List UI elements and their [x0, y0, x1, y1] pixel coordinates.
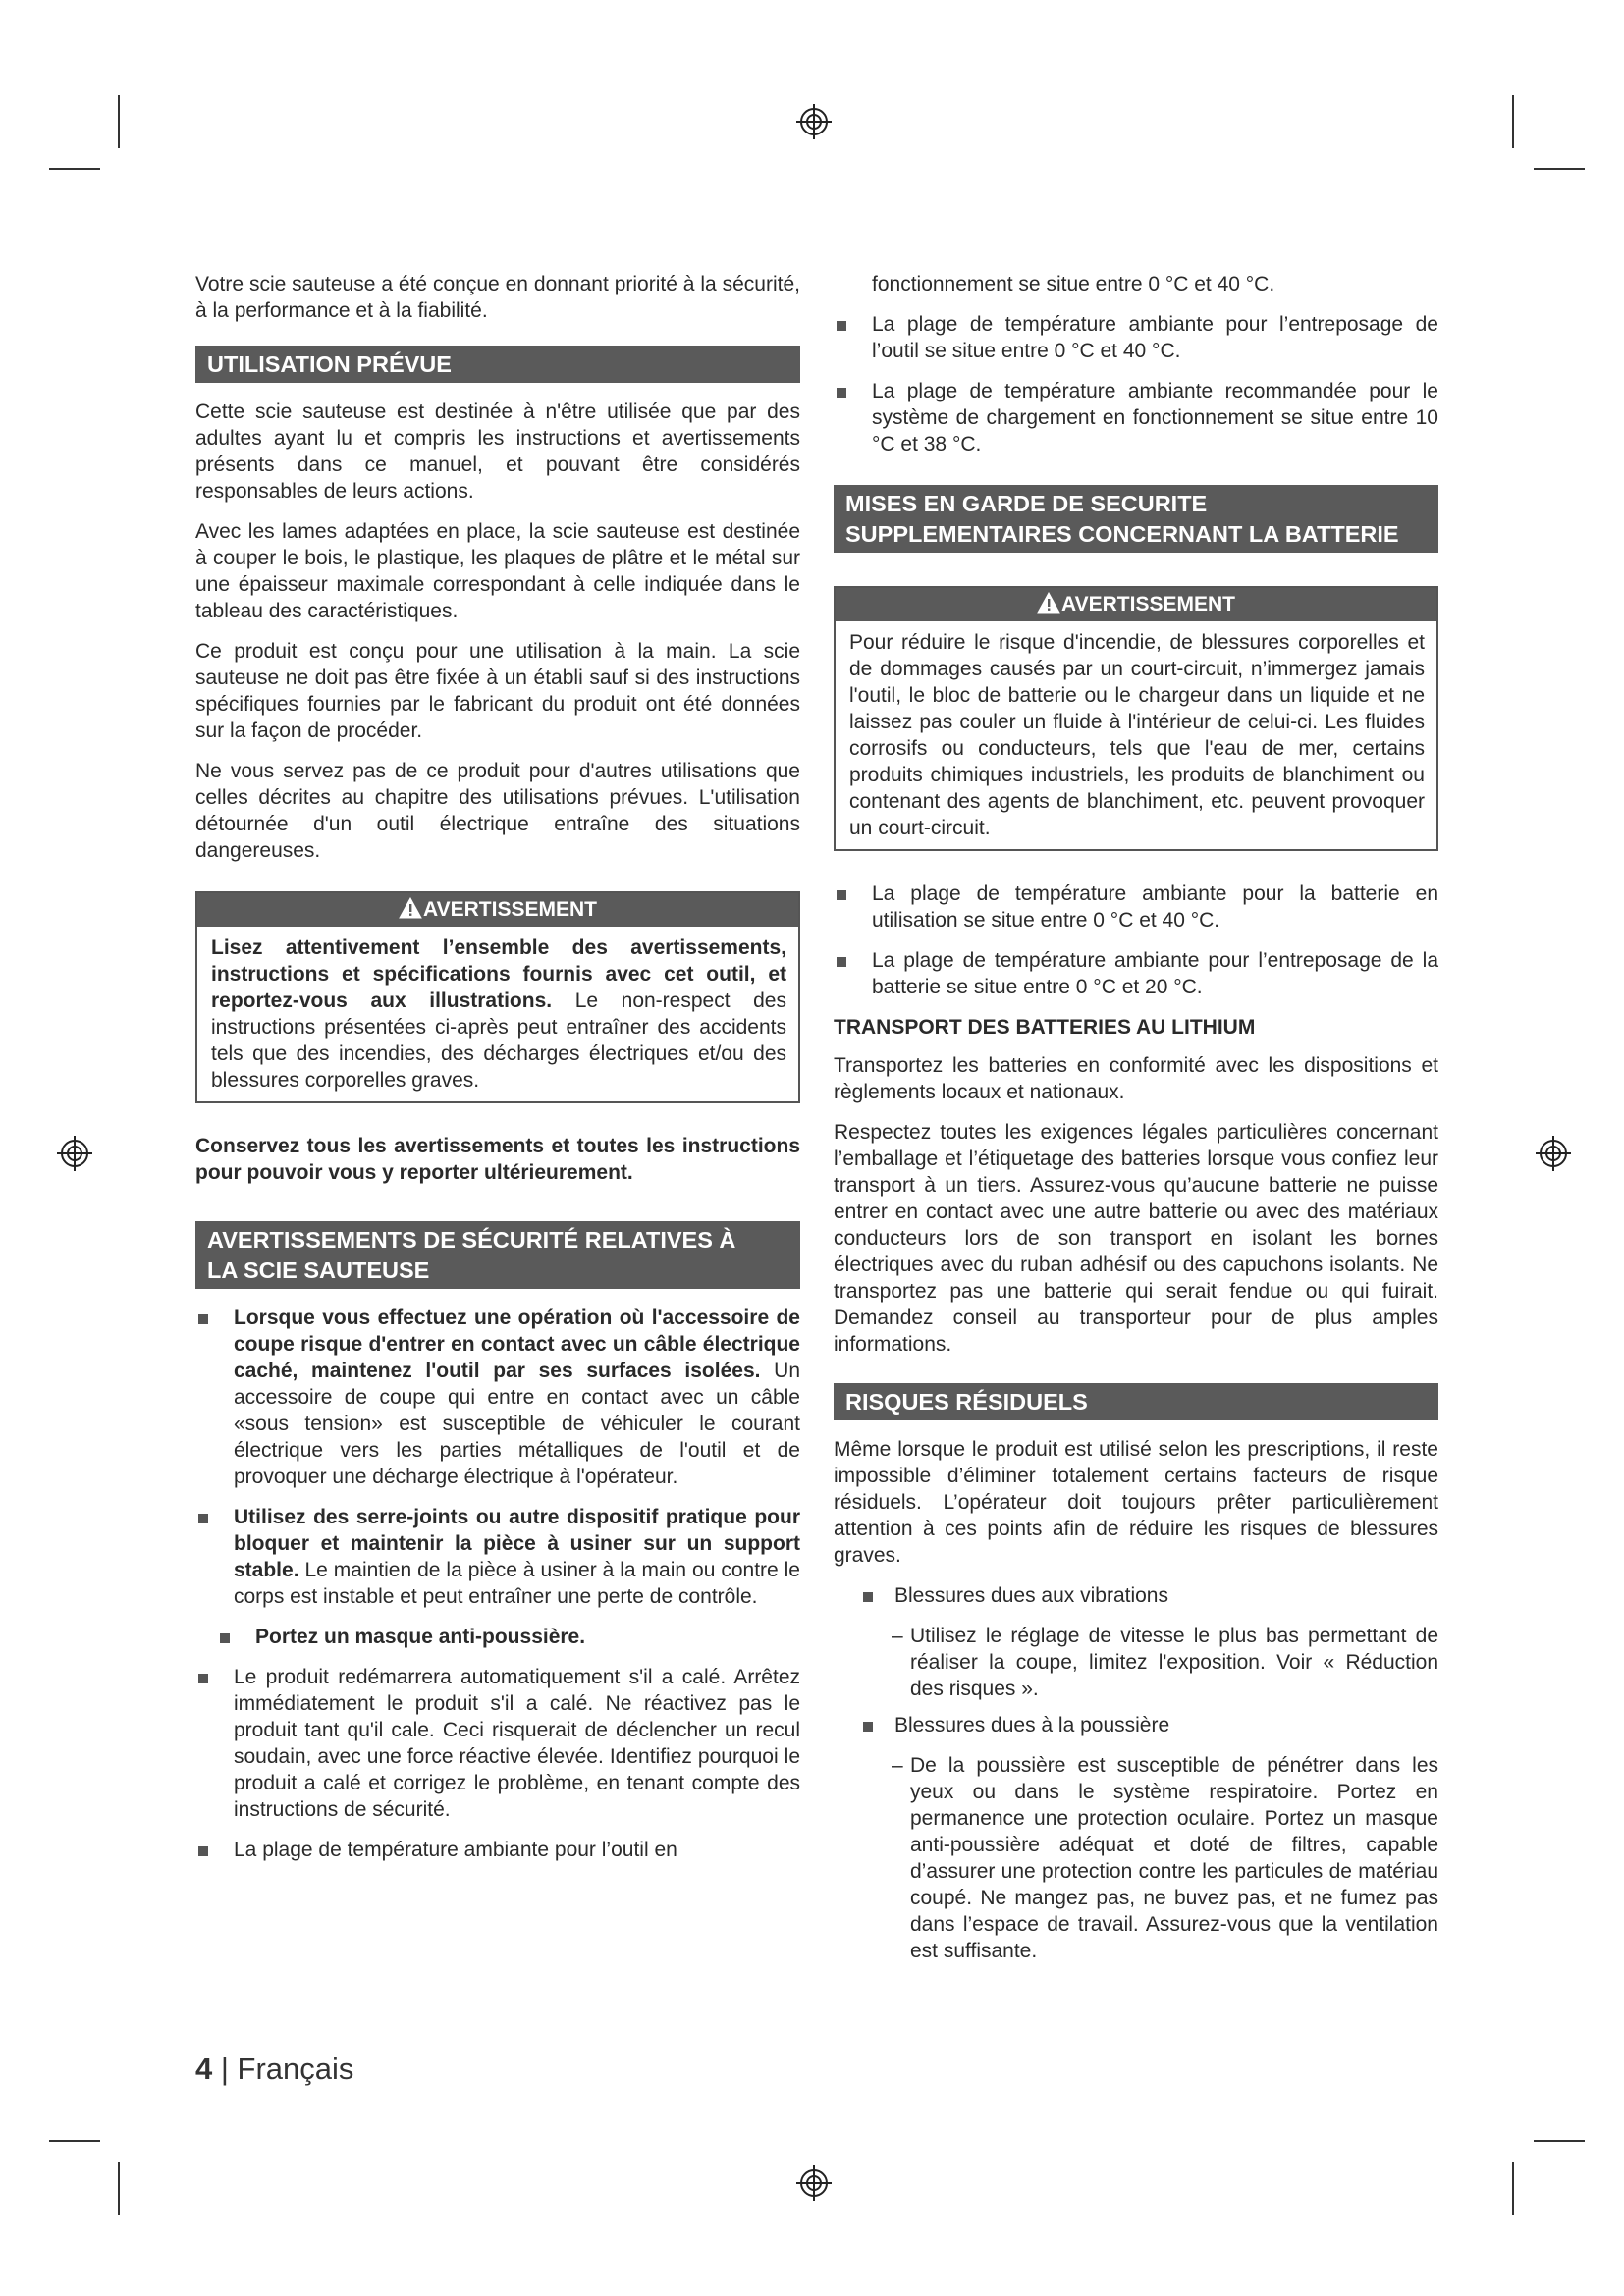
- item-text: La plage de température ambiante pour l’outil en: [234, 1839, 677, 1861]
- heading-line: SUPPLEMENTAIRES CONCERNANT LA BATTERIE: [845, 521, 1399, 547]
- footer-separator: |: [212, 2052, 238, 2086]
- dust-mask-list: [195, 1624, 800, 1650]
- page-number: 4: [195, 2052, 213, 2086]
- list-item: [195, 1837, 800, 1863]
- transport-paragraph: Transportez les batteries en conformité avec les dispositions et règlements locaux et nationaux.: [834, 1054, 1438, 1103]
- bullet-icon: [198, 1674, 208, 1683]
- right-column: [834, 271, 1438, 1974]
- battery-temperature-list: [834, 881, 1438, 1000]
- item-text: Le maintien de la pièce à usiner à la main ou contre le corps est instable et peut entraîner une perte de contrôle.: [234, 1559, 800, 1608]
- item-text: Portez un masque anti-poussière.: [255, 1626, 586, 1648]
- item-text: Le produit redémarrera automatiquement s'il a calé. Arrêtez immédiatement le produit s'il a calé. Ne réactivez pas le produit tant qu'il cale. Ceci risquerait de déclencher un recul soudain, avec une force réactive élevée. Identifiez pourquoi le produit a calé et corrigez le problème, en tenant compte des instructions de sécurité.: [234, 1666, 800, 1821]
- jigsaw-safety-list: [195, 1305, 800, 1610]
- detail-text: De la poussière est susceptible de pénétrer dans les yeux ou dans le système respiratoire. Portez en permanence une protection oculaire. Portez un masque anti-poussière adéquat et doté de filtres, capable d’assurer une protection contre les particules de matériau coupé. Ne mangez pas, ne buvez pas, et ne fumez pas dans l’espace de travail. Assurez-vous que la ventilation est suffisante.: [910, 1754, 1438, 1962]
- item-text: La plage de température ambiante recommandée pour le système de chargement en fonctionnement se situe entre 10 °C et 38 °C.: [872, 380, 1438, 455]
- warning-title-text: AVERTISSEMENT: [1061, 593, 1235, 615]
- crop-mark: [118, 2162, 120, 2215]
- warning-triangle-icon: [1037, 592, 1060, 614]
- bullet-icon: [220, 1633, 230, 1643]
- registration-mark-icon: [794, 2163, 834, 2203]
- list-item: [834, 1712, 1438, 1738]
- list-item: [195, 1305, 800, 1490]
- item-text: La plage de température ambiante pour l’entreposage de l’outil se situe entre 0 °C et 40 °C.: [872, 313, 1438, 362]
- intended-use-paragraph: Cette scie sauteuse est destinée à n'être utilisée que par des adultes ayant lu et compris les instructions et avertissements présents dans ce manuel, et pouvant être considérés responsables de leurs actions.: [195, 400, 800, 503]
- dust-list: [834, 1712, 1438, 1738]
- item-text: Blessures dues aux vibrations: [894, 1584, 1168, 1607]
- item-bold-text: Utilisez des serre-joints ou autre dispositif pratique pour bloquer et maintenir la pièce à usiner sur un support stable.: [234, 1506, 800, 1581]
- list-item: [834, 947, 1438, 1000]
- transport-paragraph: Respectez toutes les exigences légales particulières concernant l’emballage et l’étiquetage des batteries lorsque vous confiez leur transport à un tiers. Assurez-vous qu’aucune batterie ne puisse entrer en contact avec une autre batterie ou avec des matériaux conducteurs lors de son transport en isolant les bornes électriques avec du ruban adhésif ou des capuchons isolants. Ne transportez pas une batterie qui serait fendue ou qui fuirait. Demandez conseil au transporteur pour de plus amples informations.: [834, 1121, 1438, 1356]
- crop-mark: [1534, 168, 1585, 170]
- registration-mark-icon: [55, 1134, 94, 1173]
- list-item: [834, 1582, 1438, 1609]
- bullet-icon: [198, 1314, 208, 1324]
- crop-mark: [1534, 2140, 1585, 2142]
- bullet-icon: [198, 1514, 208, 1523]
- intro-paragraph: Votre scie sauteuse a été conçue en donnant priorité à la sécurité, à la performance et à la fiabilité.: [195, 273, 800, 322]
- item-text: Blessures dues à la poussière: [894, 1714, 1170, 1736]
- crop-mark: [118, 95, 120, 148]
- list-item: [195, 1504, 800, 1610]
- bullet-icon: [198, 1846, 208, 1856]
- warning-triangle-icon: [399, 897, 422, 919]
- heading-line: LA SCIE SAUTEUSE: [207, 1257, 430, 1283]
- page-footer: [195, 2052, 353, 2087]
- crop-mark: [49, 2140, 100, 2142]
- battery-warning-box: [834, 586, 1438, 851]
- bullet-icon: [837, 890, 846, 900]
- warning-title-text: AVERTISSEMENT: [423, 898, 597, 921]
- list-item: [834, 311, 1438, 364]
- heading-line: MISES EN GARDE DE SECURITE: [845, 491, 1208, 516]
- intended-use-heading: UTILISATION PRÉVUE: [195, 346, 800, 383]
- vibration-list: [834, 1582, 1438, 1609]
- keep-instructions-note: Conservez tous les avertissements et toutes les instructions pour pouvoir vous y reporter ultérieurement.: [195, 1135, 800, 1184]
- transport-heading: TRANSPORT DES BATTERIES AU LITHIUM: [834, 1016, 1256, 1039]
- intended-use-paragraph: Ce produit est conçu pour une utilisation à la main. La scie sauteuse ne doit pas être fixée à un établi sauf si des instructions spécifiques fournies par le fabricant du produit ont été données sur la façon de procéder.: [195, 640, 800, 742]
- footer-language: Français: [237, 2052, 354, 2086]
- bullet-icon: [863, 1592, 873, 1602]
- intended-use-paragraph: Avec les lames adaptées en place, la scie sauteuse est destinée à couper le bois, le plastique, les plaques de plâtre et le métal sur une épaisseur maximale correspondant à celle indiquée dans le tableau des caractéristiques.: [195, 520, 800, 622]
- detail-text: Utilisez le réglage de vitesse le plus bas permettant de réaliser la coupe, limitez l'exposition. Voir « Réduction des risques ».: [910, 1625, 1438, 1700]
- bullet-icon: [863, 1722, 873, 1732]
- item-text: La plage de température ambiante pour la batterie en utilisation se situe entre 0 °C et 40 °C.: [872, 882, 1438, 932]
- bullet-icon: [837, 321, 846, 331]
- warning-body: Pour réduire le risque d'incendie, de blessures corporelles et de dommages causés par un court-circuit, n’immergez jamais l'outil, le bloc de batterie ou le chargeur dans un liquide et ne laissez pas couler un fluide à l'intérieur de celui-ci. Les fluides corrosifs ou conducteurs, tels que l'eau de mer, certains produits chimiques industriels, les produits de blanchiment ou contenant des agents de blanchiment, etc. peuvent provoquer un court-circuit.: [849, 631, 1425, 839]
- warning-title: [836, 588, 1436, 621]
- jigsaw-safety-heading: [195, 1221, 800, 1289]
- item-bold-text: Lorsque vous effectuez une opération où l'accessoire de coupe risque d'entrer en contact avec un câble électrique caché, maintenez l'outil par ses surfaces isolées.: [234, 1307, 800, 1382]
- item-text: La plage de température ambiante pour l’entreposage de la batterie se situe entre 0 °C et 20 °C.: [872, 949, 1438, 998]
- crop-mark: [1512, 95, 1514, 148]
- list-item: [195, 1624, 800, 1650]
- dust-detail: [834, 1752, 1438, 1964]
- temperature-list: [834, 311, 1438, 457]
- general-warning-box: [195, 891, 800, 1103]
- crop-mark: [1512, 2162, 1514, 2215]
- residual-intro: Même lorsque le produit est utilisé selon les prescriptions, il reste impossible d’éliminer totalement certains facteurs de risque résiduels. L’opérateur doit toujours prêter particulièrement attention à ces points afin de réduire les risques de blessures graves.: [834, 1438, 1438, 1567]
- warning-text: Le non-respect des instructions présentées ci-après peut entraîner des accidents tels que des incendies, des décharges électriques et/ou des blessures corporelles graves.: [211, 989, 786, 1092]
- registration-mark-icon: [794, 102, 834, 141]
- continuation-text: fonctionnement se situe entre 0 °C et 40 °C.: [872, 273, 1275, 295]
- residual-risks-heading: RISQUES RÉSIDUELS: [834, 1383, 1438, 1420]
- registration-mark-icon: [1534, 1134, 1573, 1173]
- list-item: [834, 378, 1438, 457]
- jigsaw-safety-list-continued: [195, 1664, 800, 1863]
- vibration-detail: [834, 1623, 1438, 1702]
- warning-title: [197, 893, 798, 927]
- item-text: Un accessoire de coupe qui entre en contact avec un câble «sous tension» est susceptible de véhiculer le courant électrique vers les parties métalliques de l'outil et de provoquer une décharge électrique à l'opérateur.: [234, 1360, 800, 1488]
- left-column: [195, 271, 800, 1877]
- battery-safety-heading: [834, 485, 1438, 553]
- intended-use-paragraph: Ne vous servez pas de ce produit pour d'autres utilisations que celles décrites au chapitre des utilisations prévues. L'utilisation détournée d'un outil électrique entraîne des situations dangereuses.: [195, 760, 800, 862]
- bullet-icon: [837, 957, 846, 967]
- heading-line: AVERTISSEMENTS DE SÉCURITÉ RELATIVES À: [207, 1227, 736, 1253]
- list-item: [195, 1664, 800, 1823]
- warning-bold-text: Lisez attentivement l’ensemble des avertissements, instructions et spécifications fournis avec cet outil, et reportez-vous aux illustrations.: [211, 936, 786, 1012]
- crop-mark: [49, 168, 100, 170]
- warning-body: [197, 927, 798, 1101]
- dash-marker: –: [892, 1625, 903, 1647]
- bullet-icon: [837, 388, 846, 398]
- list-item: [834, 881, 1438, 934]
- dash-marker: –: [892, 1754, 903, 1777]
